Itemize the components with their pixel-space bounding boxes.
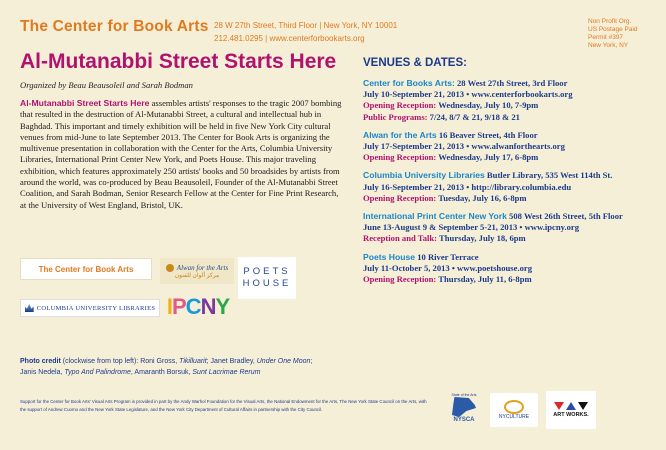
poets-logo-line: POETS [243, 266, 291, 277]
venue-row-label: Opening Reception: [363, 100, 437, 111]
body-paragraph [20, 98, 346, 211]
ipcny-letter: N [200, 294, 216, 319]
venue-address: 10 River Terrace [415, 251, 479, 262]
venue-row-label: Opening Reception: [363, 274, 437, 285]
nyc-culture-logo [490, 393, 538, 427]
venue-name: Poets House [363, 251, 416, 262]
nysca-logo-text: NYSCA [453, 417, 475, 423]
ipcny-letter: Y [215, 294, 230, 319]
ipcny-letter: I [166, 294, 172, 319]
venue-alwan [363, 130, 653, 164]
venue-dates: July 17-September 21, 2013 • www.alwanforthearts.org [363, 141, 565, 152]
venue-row-value: Thursday, July 18, 6pm [437, 233, 526, 244]
page-title: Al-Mutanabbi Street Starts Here [20, 50, 337, 73]
venue-dates: June 13-August 9 & September 5-21, 2013 • www.ipcny.org [363, 222, 580, 233]
venue-dates: July 10-September 21, 2013 • www.centerforbookarts.org [363, 89, 573, 100]
venue-name: International Print Center New York [363, 211, 507, 222]
poets-house-logo [238, 257, 296, 299]
venues-section [363, 57, 653, 292]
header-address [214, 19, 397, 45]
venue-row-label: Opening Reception: [363, 152, 437, 163]
postage-line: Non Profit Org. [588, 18, 632, 25]
photo-credit [20, 357, 420, 378]
credit-work: Sunt Lacrimae Rerum [192, 368, 261, 376]
art-works-logo-text: ART WORKS. [553, 412, 589, 418]
support-statement: Support for the Center for Book Arts' Visual Arts Program is provided in part by the Andy Warhol Foundation for the Visual Arts, the National Endowment for the Arts, The New York State Council on the Arts, with the support of Andrew Cuomo and the New York State Legislature, and the New York City Department of Cultural Affairs in partnership with the City Council. [20, 399, 427, 412]
alwan-mark-icon [166, 264, 174, 272]
ipcny-letter: C [185, 294, 201, 319]
postage-line: New York, NY [588, 42, 629, 49]
venue-row-value: Tuesday, July 16, 6-8pm [436, 192, 527, 203]
postage-indicia [588, 18, 638, 50]
header-logo: The Center for Book Arts [20, 18, 209, 35]
credit-text: Janis Nedela, [20, 368, 65, 376]
ipcny-letter: P [171, 294, 186, 319]
venue-name: Center for Books Arts: [363, 78, 455, 88]
credit-text: (clockwise from top left): Roni Gross, [60, 358, 180, 365]
credit-label: Photo credit [20, 358, 61, 365]
venue-row-label: Reception and Talk: [363, 233, 438, 244]
venue-name: Alwan for the Arts [363, 129, 437, 140]
alwan-logo-arabic: مركز ألوان للفنون [174, 272, 220, 279]
ipcny-logo [162, 294, 234, 320]
alwan-logo [160, 258, 234, 284]
venue-dates: July 16-September 21, 2013 • http://library.columbia.edu [363, 181, 572, 192]
credit-text: , Amaranth Borsuk, [130, 368, 193, 376]
venue-poets-house [363, 252, 653, 286]
venue-address: 508 West 26th Street, 5th Floor [506, 211, 623, 222]
venue-row-value: Wednesday, July 17, 6-8pm [436, 152, 539, 163]
credit-work: Typo And Palindrome [64, 368, 131, 376]
credit-work: Under One Moon [256, 358, 311, 365]
art-works-logo [546, 391, 596, 429]
venue-row-value: Thursday, July 11, 6-8pm [436, 274, 532, 285]
venue-address: Butler Library, 535 West 114th St. [484, 170, 613, 181]
columbia-libraries-logo [20, 299, 160, 317]
cba-logo-text: The Center for Book Arts [38, 264, 134, 274]
venue-address: 16 Beaver Street, 4th Floor [436, 129, 538, 140]
new-york-state-icon [452, 397, 476, 417]
credit-text: ; Janet Bradley, [206, 358, 257, 365]
nysca-top-text: State of the Arts [451, 393, 477, 397]
venue-row-label: Public Programs: [363, 111, 428, 122]
culture-ring-icon [504, 400, 524, 414]
alwan-logo-text: Alwan for the Arts [176, 263, 229, 272]
nysca-logo [446, 390, 482, 426]
venue-row-label: Opening Reception: [363, 192, 437, 203]
venues-heading: VENUES & DATES: [363, 57, 467, 69]
venue-row-value: 7/24, 8/7 & 21, 9/18 & 21 [427, 111, 520, 122]
address-line-1: 28 W 27th Street, Third Floor | New York, NY 10001 [214, 21, 398, 30]
credit-work: Tikilluarit [179, 358, 207, 365]
venue-ipcny [363, 211, 653, 245]
credit-text: ; [310, 358, 313, 365]
center-for-book-arts-logo [20, 258, 152, 280]
nyculture-logo-text: NYCULTURE [498, 414, 530, 420]
venue-address: 28 West 27th Street, 3rd Floor [454, 78, 568, 88]
postage-line: Permit #397 [588, 34, 624, 41]
address-line-2: 212.481.0295 | www.centerforbookarts.org [214, 34, 365, 43]
columbia-logo-text: COLUMBIA UNIVERSITY LIBRARIES [36, 304, 156, 312]
crown-icon [25, 304, 34, 312]
venue-row-value: Wednesday, July 10, 7-9pm [436, 100, 539, 111]
organizers-line: Organized by Beau Beausoleil and Sarah Bodman [20, 80, 193, 90]
body-text: assembles artists' responses to the tragic 2007 bombing that resulted in the destruction of Al-Mutanabbi Street, a cultural and intellectual hub in Baghdad. This important and timely exhibition will be held in five New York City cultural venues from mid-June to late September 2013. The Center for Book Arts is organizing the multivenue presentation in collaboration with the Center for the Arts, Columbia University Libraries, International Print Center New York, and Poets House. This major traveling exhibition, which features approximately 250 artists' books and 50 broadsides by artists from around the world, was co-produced by Beau Beausoleil, Founder of the Al-Mutanabbi Street Coalition, and Sarah Bodman, Senior Research Fellow at the Center for Fine Print Research, at the University of West England, Bristol, UK. [20, 98, 342, 210]
venue-center-for-book-arts [363, 78, 653, 123]
venue-columbia [363, 170, 653, 204]
poets-logo-line: HOUSE [242, 278, 292, 289]
art-works-triangles-icon [554, 402, 588, 410]
postage-line: US Postage Paid [588, 26, 638, 33]
venue-dates: July 11-October 5, 2013 • www.poetshouse.org [363, 262, 532, 273]
venue-name: Columbia University Libraries [363, 170, 485, 181]
body-lead: Al-Mutanabbi Street Starts Here [20, 98, 150, 108]
